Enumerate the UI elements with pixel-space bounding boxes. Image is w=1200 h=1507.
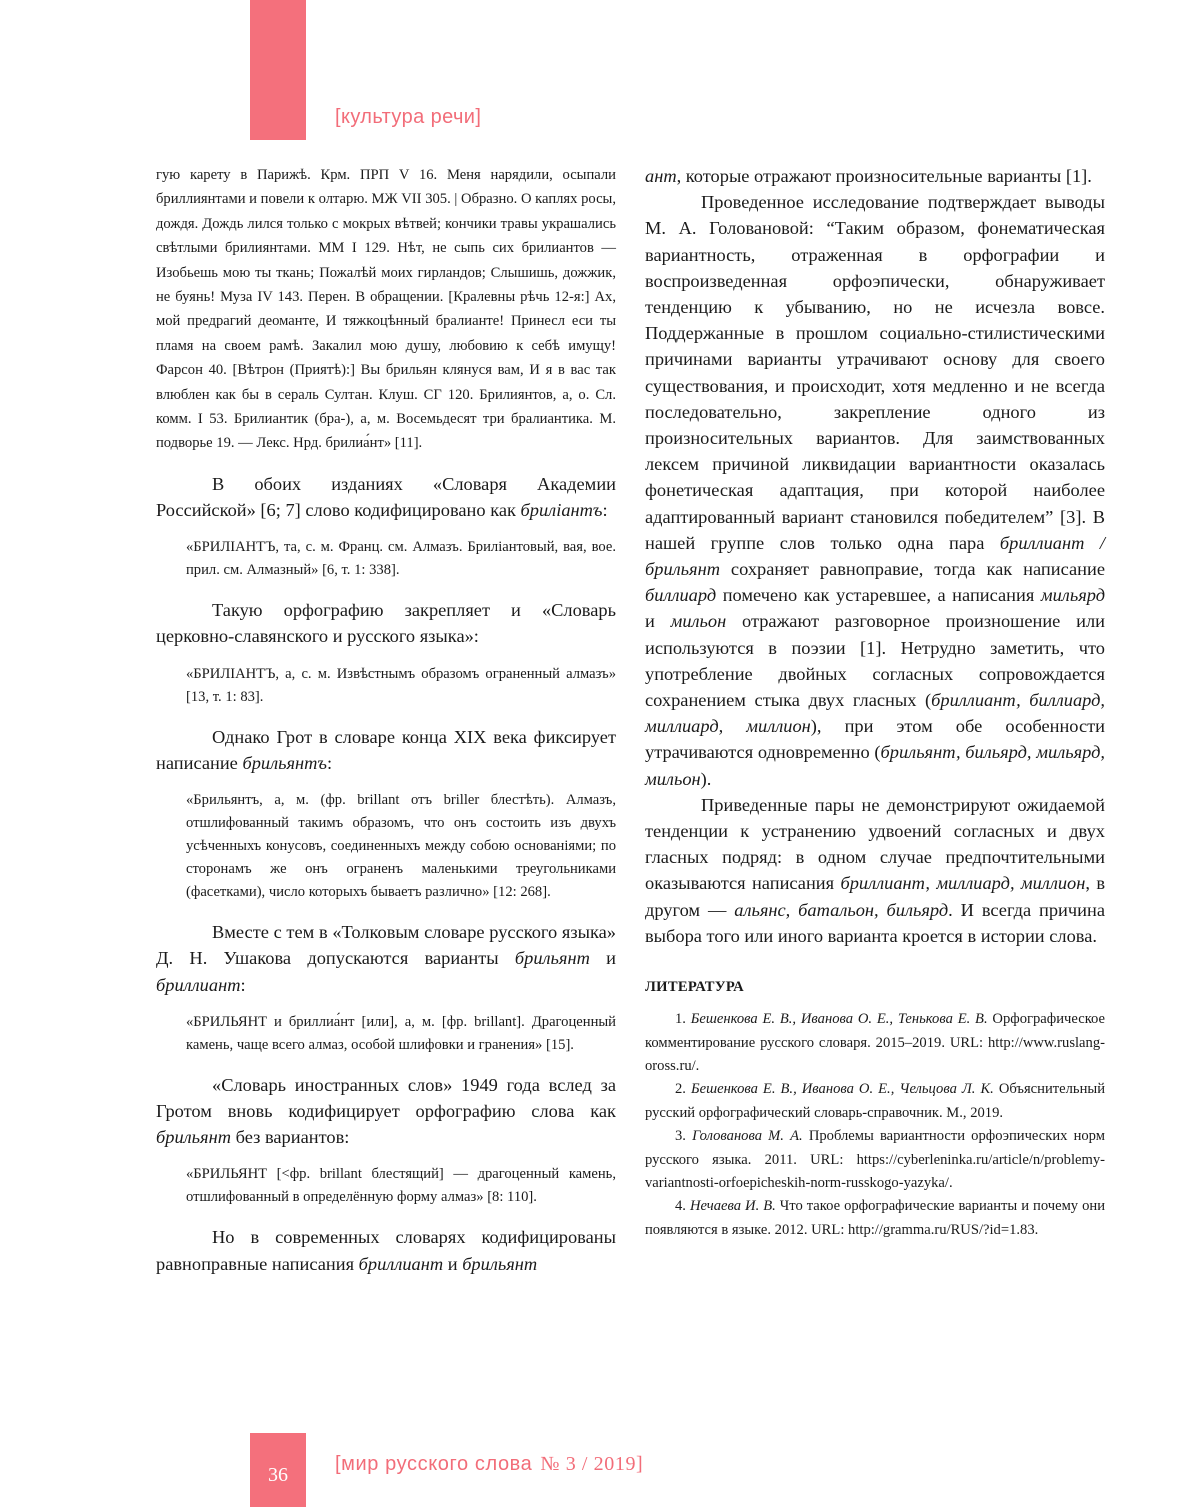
paragraph: В обоих изданиях «Словаря Академии Российской» [6; 7] слово кодифицировано как бриліантъ: — [156, 473, 616, 521]
issue-number: № 3 / 2019] — [540, 1453, 644, 1475]
page-number: 36 — [268, 1464, 288, 1486]
header-accent-bar — [250, 0, 306, 140]
left-column — [156, 163, 616, 1277]
quote: «БРИЛЬЯНТ [<фр. brillant блестящий] — драгоценный камень, отшлифованный в определённую форму алмаз» [8: 110]. — [186, 1166, 616, 1206]
quote: «БРИЛЬЯНТ и бриллиа́нт [или], а, м. [фр. brillant]. Драгоценный камень, чаще всего алмаз, особой шлифовки и гранения» [15]. — [186, 1013, 616, 1053]
paragraph: Проведенное исследование подтверждает выводы М. А. Головановой: “Таким образом, фонематическая вариантность, отраженная в орфографии и воспроизведенная орфоэпически, обнаруживает тенденцию к убыванию, но не исчезла вовсе. Поддержанные в прошлом социально-стилистическими причинами варианты утрачивают основу для своего существования, и происходит, хотя медленно и не всегда последовательно, закрепление одного из произносительных вариантов. Для заимствованных лексем причиной ликвидации вариантности оказалась фонетическая адаптация, при которой наиболее адаптированный вариант становился победителем” [3]. В нашей группе слов только одна пара бриллиант / брильянт сохраняет равноправие, тогда как написание биллиард помечено как устаревшее, а написания мильярд и мильон отражают разговорное произношение или используются в поэзии [1]. Нетрудно заметить, что употребление двойных согласных сопровождается сохранением стыка двух гласных (бриллиант, биллиард, миллиард, миллион), при этом обе особенности утрачиваются одновременно (брильянт, бильярд, мильярд, мильон). — [645, 192, 1105, 789]
reference-item: 1. Бешенкова Е. В., Иванова О. Е., Тенькова Е. В. Орфографическое комментирование русского словаря. 2015–2019. URL: http://www.ruslang-oross.ru/. — [645, 1011, 1106, 1074]
paragraph: «Словарь иностранных слов» 1949 года вслед за Гротом вновь кодифицирует орфографию слова как брильянт без вариантов: — [156, 1074, 616, 1148]
paragraph: Приведенные пары не демонстрируют ожидаемой тенденции к устранению удвоений согласных и двух гласных подряд: в одном случае предпочтительными оказываются написания бриллиант, миллиард, миллион, в другом — альянс, батальон, бильярд. И всегда причина выбора того или иного варианта кроется в истории слова. — [645, 794, 1105, 946]
paragraph: Вместе с тем в «Толковым словаре русского языка» Д. Н. Ушакова допускаются варианты брильянт и бриллиант: — [156, 922, 616, 995]
quote: «Брильянтъ, а, м. (фр. brillant отъ briller блестѣть). Алмазъ, отшлифованный такимъ образомъ, что онъ состоить изъ двухъ усѣченныхъ конусовъ, соединенныхъ между собою основаніями; по сторонамъ же онъ ограненъ маленькими треугольниками (фасетками), число которыхъ бываетъ различно» [12: 268]. — [186, 792, 616, 901]
paragraph: ант, которые отражают произносительные варианты [1]. — [645, 166, 1092, 186]
quote: «БРИЛІАНТЪ, та, с. м. Франц. см. Алмазъ. Бриліантовый, вая, вое. прил. см. Алмазный» [6, т. 1: 338]. — [186, 539, 616, 579]
quote: «БРИЛІАНТЪ, а, с. м. Извѣстнымъ образомъ ограненный алмазъ» [13, т. 1: 83]. — [186, 665, 616, 705]
reference-item: 4. Нечаева И. В. Что такое орфографические варианты и почему они появляются в языке. 2012. URL: http://gramma.ru/RUS/?id=1.83. — [645, 1198, 1106, 1238]
reference-item: 3. Голованова М. А. Проблемы вариантности орфоэпических норм русского языка. 2011. URL: https://cyberleninka.ru/article/n/problemy-variantnosti-orfoepicheskih-norm-russkogo-yazyka/. — [645, 1128, 1105, 1191]
references-heading: ЛИТЕРАТУРА — [645, 979, 745, 996]
right-column — [645, 163, 1105, 1242]
reference-item: 2. Бешенкова Е. В., Иванова О. Е., Чельцова Л. К. Объяснительный русский орфографический словарь-справочник. М., 2019. — [645, 1081, 1106, 1121]
section-label: [культура речи] — [335, 106, 482, 128]
paragraph: Однако Грот в словаре конца XIX века фиксирует написание брильянтъ: — [156, 726, 616, 773]
dictionary-excerpt: гую карету в Парижѣ. Крм. ПРП V 16. Меня нарядили, осыпали бриллиянтами и повели к олтарю. МЖ VII 305. | Образно. О каплях росы, дождя. Дождь лился только с мокрых вѣтвей; кончики травы украшались свѣтлыми брилиянтами. ММ I 129. Нѣт, не сыпь сих брилиантов — Изобьешь мою ты ткань; Пожалѣй моих гирландов; Слышишь, дожжик, не буянь! Муза IV 143. Перен. В обращении. [Кралевны рѣчь 12-я:] Ах, мой предрагий деоманте, И тяжкоцѣнный бралианте! Принесл еси ты пламя на своем рамѣ. Закалил мою душу, любовию к себѣ имущу! Фарсон 40. [Вѣтрон (Приятѣ):] Вы брильян клянуся вам, И я в вас так влюблен как бы в сераль Султан. Клуш. СГ 120. Брилиянтов, а, о. Сл. комм. I 53. Брилиантик (бра-), а, м. Восемьдесят три бралиантика. М. подворье 19. — Лекс. Нрд. брилиа́нт» [11]. — [156, 167, 616, 452]
journal-title: [мир русского слова № 3 / 2019] — [335, 1453, 644, 1475]
paragraph: Такую орфографию закрепляет и «Словарь церковно-славянского и русского языка»: — [156, 600, 616, 647]
paragraph: Но в современных словарях кодифицированы равноправные написания бриллиант и брильянт — [156, 1227, 616, 1274]
